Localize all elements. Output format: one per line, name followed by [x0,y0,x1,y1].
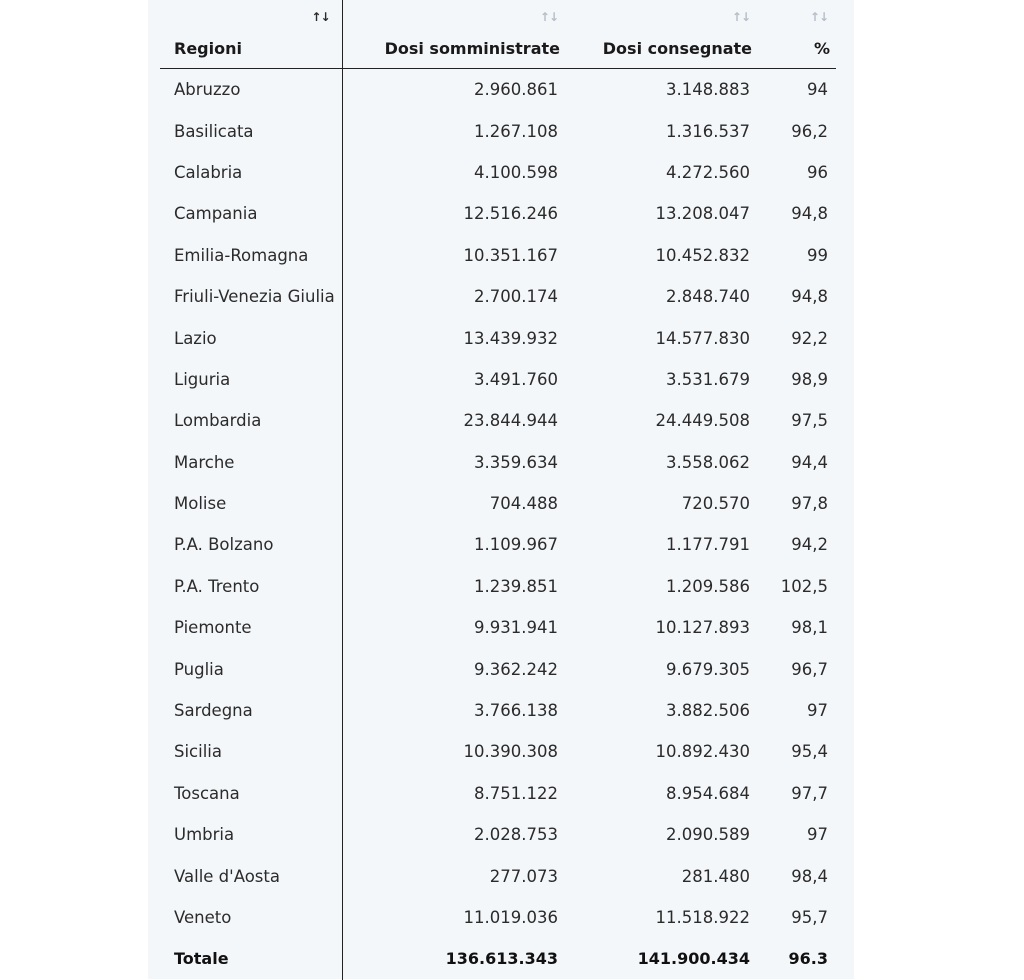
table-row [160,235,836,276]
cell-percent: 96,2 [791,121,828,141]
cell-dosi-somministrate: 1.267.108 [474,121,558,141]
table-row [160,152,836,193]
cell-region: Calabria [160,152,342,193]
table-row [160,317,836,358]
column-header-dosi-consegnate[interactable] [566,0,758,69]
cell-dosi-somministrate: 9.931.941 [474,618,558,638]
cell-dosi-consegnate: 9.679.305 [666,659,750,679]
cell-dosi-somministrate: 4.100.598 [474,162,558,182]
cell-dosi-consegnate: 3.882.506 [666,701,750,721]
cell-dosi-somministrate: 1.239.851 [474,576,558,596]
cell-dosi-consegnate: 11.518.922 [655,908,750,927]
cell-region: Totale [160,938,342,979]
cell-dosi-somministrate: 12.516.246 [463,204,558,224]
cell-percent: 96 [807,162,828,182]
cell-dosi-consegnate: 141.900.434 [637,949,750,969]
cell-dosi-somministrate: 10.351.167 [463,245,558,265]
cell-percent: 97,5 [791,411,828,431]
table-row [160,359,836,400]
cell-region: Piemonte [160,607,342,648]
cell-region: Puglia [160,648,342,689]
cell-percent: 94,2 [791,535,828,555]
table-row [160,400,836,441]
cell-dosi-consegnate: 24.449.508 [655,411,750,431]
table-row [160,897,836,938]
cell-region: Lazio [160,317,342,358]
cell-region: Toscana [160,773,342,814]
cell-dosi-consegnate: 10.127.893 [655,618,750,638]
cell-dosi-somministrate: 2.960.861 [474,80,558,100]
cell-percent: 97 [807,825,828,845]
cell-dosi-somministrate: 277.073 [489,866,558,886]
cell-dosi-consegnate: 4.272.560 [666,162,750,182]
cell-dosi-somministrate: 1.109.967 [474,535,558,555]
table-row [160,773,836,814]
cell-region: Veneto [160,897,342,938]
cell-percent: 94 [807,80,828,100]
cell-dosi-consegnate: 10.892.430 [655,742,750,762]
cell-dosi-somministrate: 3.359.634 [474,452,558,472]
cell-dosi-somministrate: 23.844.944 [463,411,558,431]
cell-region: Liguria [160,359,342,400]
cell-percent: 95,7 [791,908,828,927]
table-row [160,69,836,111]
table-row [160,110,836,151]
cell-dosi-consegnate: 281.480 [681,866,750,886]
cell-region: Sicilia [160,731,342,772]
sort-arrows-icon[interactable]: ↑↓ [539,10,558,24]
table-row [160,814,836,855]
table-row [160,276,836,317]
column-header-label: Regioni [174,39,242,58]
cell-dosi-somministrate: 9.362.242 [474,659,558,679]
cell-dosi-consegnate: 3.148.883 [666,80,750,100]
cell-dosi-consegnate: 2.090.589 [666,825,750,845]
sort-arrows-icon[interactable]: ↑↓ [731,10,750,24]
vaccine-doses-table [160,0,836,980]
cell-region: Umbria [160,814,342,855]
cell-dosi-somministrate: 3.491.760 [474,369,558,389]
table-row [160,442,836,483]
table-body [160,69,836,980]
cell-percent: 92,2 [791,328,828,348]
cell-percent: 97,7 [791,783,828,803]
sort-arrows-icon[interactable]: ↑↓ [311,10,330,24]
cell-region: Abruzzo [160,69,342,111]
cell-dosi-consegnate: 3.531.679 [666,369,750,389]
cell-percent: 98,1 [791,618,828,638]
cell-dosi-somministrate: 2.028.753 [474,825,558,845]
cell-region: P.A. Trento [160,566,342,607]
cell-dosi-somministrate: 11.019.036 [463,908,558,927]
cell-region: P.A. Bolzano [160,524,342,565]
cell-percent: 94,8 [791,287,828,307]
cell-dosi-somministrate: 2.700.174 [474,287,558,307]
cell-dosi-consegnate: 1.316.537 [666,121,750,141]
total-row [160,938,836,979]
cell-dosi-somministrate: 8.751.122 [474,783,558,803]
cell-region: Marche [160,442,342,483]
cell-region: Valle d'Aosta [160,855,342,896]
cell-dosi-consegnate: 720.570 [681,494,750,514]
cell-dosi-somministrate: 704.488 [489,494,558,514]
cell-region: Sardegna [160,690,342,731]
cell-percent: 98,4 [791,866,828,886]
column-header-label: % [813,39,830,58]
table-row [160,607,836,648]
cell-dosi-somministrate: 3.766.138 [474,701,558,721]
column-header-percent[interactable] [758,0,836,69]
cell-region: Basilicata [160,110,342,151]
cell-percent: 94,8 [791,204,828,224]
sort-arrows-icon[interactable]: ↑↓ [809,10,828,24]
cell-percent: 97 [807,701,828,721]
table-row [160,648,836,689]
column-header-regioni[interactable] [160,0,342,69]
table-row [160,690,836,731]
table-row [160,483,836,524]
table-row [160,855,836,896]
cell-percent: 98,9 [791,369,828,389]
cell-dosi-consegnate: 2.848.740 [666,287,750,307]
table-row [160,193,836,234]
cell-percent: 96.3 [788,949,828,969]
cell-dosi-consegnate: 8.954.684 [666,783,750,803]
cell-dosi-consegnate: 13.208.047 [655,204,750,224]
cell-dosi-somministrate: 10.390.308 [463,742,558,762]
cell-region: Friuli-Venezia Giulia [160,276,342,317]
column-header-label: Dosi somministrate [384,39,560,58]
cell-dosi-somministrate: 136.613.343 [445,949,558,969]
cell-region: Emilia-Romagna [160,235,342,276]
table-row [160,566,836,607]
cell-dosi-consegnate: 1.209.586 [666,576,750,596]
cell-dosi-consegnate: 1.177.791 [666,535,750,555]
cell-percent: 102,5 [780,576,828,596]
cell-percent: 97,8 [791,494,828,514]
table-row [160,731,836,772]
cell-region: Campania [160,193,342,234]
column-header-label: Dosi consegnate [602,39,752,58]
cell-percent: 96,7 [791,659,828,679]
cell-dosi-consegnate: 3.558.062 [666,452,750,472]
cell-percent: 95,4 [791,742,828,762]
table-row [160,524,836,565]
cell-dosi-consegnate: 10.452.832 [655,245,750,265]
cell-region: Molise [160,483,342,524]
cell-dosi-consegnate: 14.577.830 [655,328,750,348]
cell-dosi-somministrate: 13.439.932 [463,328,558,348]
cell-percent: 94,4 [791,452,828,472]
cell-percent: 99 [807,245,828,265]
cell-region: Lombardia [160,400,342,441]
table-header-row [160,0,836,69]
column-header-dosi-somministrate[interactable] [342,0,566,69]
